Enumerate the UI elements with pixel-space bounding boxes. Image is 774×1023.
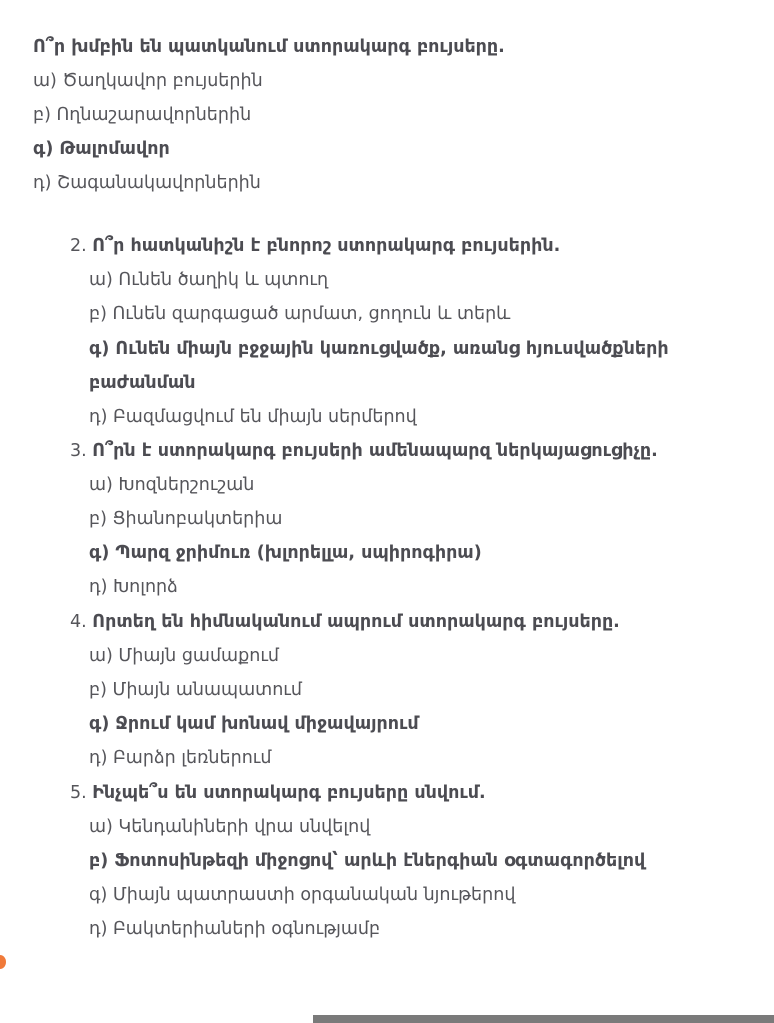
q3-option-b: բ) Ցիանոբակտերիա bbox=[89, 509, 283, 529]
q2-option-c-answer-cont: բաժանման bbox=[89, 373, 196, 393]
q2-option-b: բ) Ունեն զարգացած արմատ, ցողուն և տերև bbox=[89, 304, 511, 324]
q3-option-c-answer: գ) Պարզ ջրիմուռ (խլորելլա, սպիրոգիրա) bbox=[89, 543, 482, 563]
q4-option-c-answer: գ) Ջրում կամ խոնավ միջավայրում bbox=[89, 714, 419, 734]
horizontal-scrollbar[interactable] bbox=[313, 1015, 774, 1023]
question-2-number: 2. bbox=[70, 236, 87, 256]
q3-option-d: դ) Խոլորձ bbox=[89, 577, 178, 597]
q5-option-c: գ) Միայն պատրաստի օրգանական նյութերով bbox=[89, 885, 516, 905]
question-4 bbox=[70, 610, 620, 634]
q2-option-d: դ) Բազմացվում են միայն սերմերով bbox=[89, 407, 417, 427]
q1-option-b: բ) Ողնաշարավորներին bbox=[33, 105, 252, 125]
q1-option-a: ա) Ծաղկավոր բույսերին bbox=[33, 71, 263, 91]
question-4-text: Որտեղ են հիմնականում ապրում ստորակարգ բույսերը. bbox=[92, 612, 620, 632]
q4-option-a: ա) Միայն ցամաքում bbox=[89, 646, 280, 666]
q5-option-d: դ) Բակտերիաների օգնությամբ bbox=[89, 919, 381, 939]
q4-option-d: դ) Բարձր լեռներում bbox=[89, 748, 272, 768]
question-3-number: 3. bbox=[70, 441, 87, 461]
question-3-text: Ո՞րն է ստորակարգ բույսերի ամենապարզ ներկայացուցիչը. bbox=[92, 441, 658, 461]
question-5-text: Ինչպե՞ս են ստորակարգ բույսերը սնվում. bbox=[92, 783, 486, 803]
question-2 bbox=[70, 234, 560, 258]
q4-option-b: բ) Միայն անապատում bbox=[89, 680, 302, 700]
q5-option-a: ա) Կենդանիների վրա սնվելով bbox=[89, 817, 371, 837]
q5-option-b-answer: բ) Ֆոտոսինթեզի միջոցով՝ արևի էներգիան օգտագործելով bbox=[89, 851, 646, 871]
q1-option-d: դ) Շագանակավորներին bbox=[33, 173, 261, 193]
question-2-text: Ո՞ր հատկանիշն է բնորոշ ստորակարգ բույսերին. bbox=[92, 236, 561, 256]
q2-option-c-answer: գ) Ունեն միայն բջջային կառուցվածք, առանց հյուսվածքների bbox=[89, 339, 669, 359]
question-4-number: 4. bbox=[70, 612, 87, 632]
question-1-text: Ո՞ր խմբին են պատկանում ստորակարգ բույսերը. bbox=[33, 37, 505, 57]
q1-option-c-answer: գ) Թալոմավոր bbox=[33, 139, 170, 159]
question-5-number: 5. bbox=[70, 783, 87, 803]
q2-option-a: ա) Ունեն ծաղիկ և պտուղ bbox=[89, 270, 329, 290]
question-3 bbox=[70, 439, 658, 463]
edge-indicator-dot bbox=[0, 955, 6, 969]
q3-option-a: ա) Խոզներշուշան bbox=[89, 475, 255, 495]
question-5 bbox=[70, 781, 486, 805]
